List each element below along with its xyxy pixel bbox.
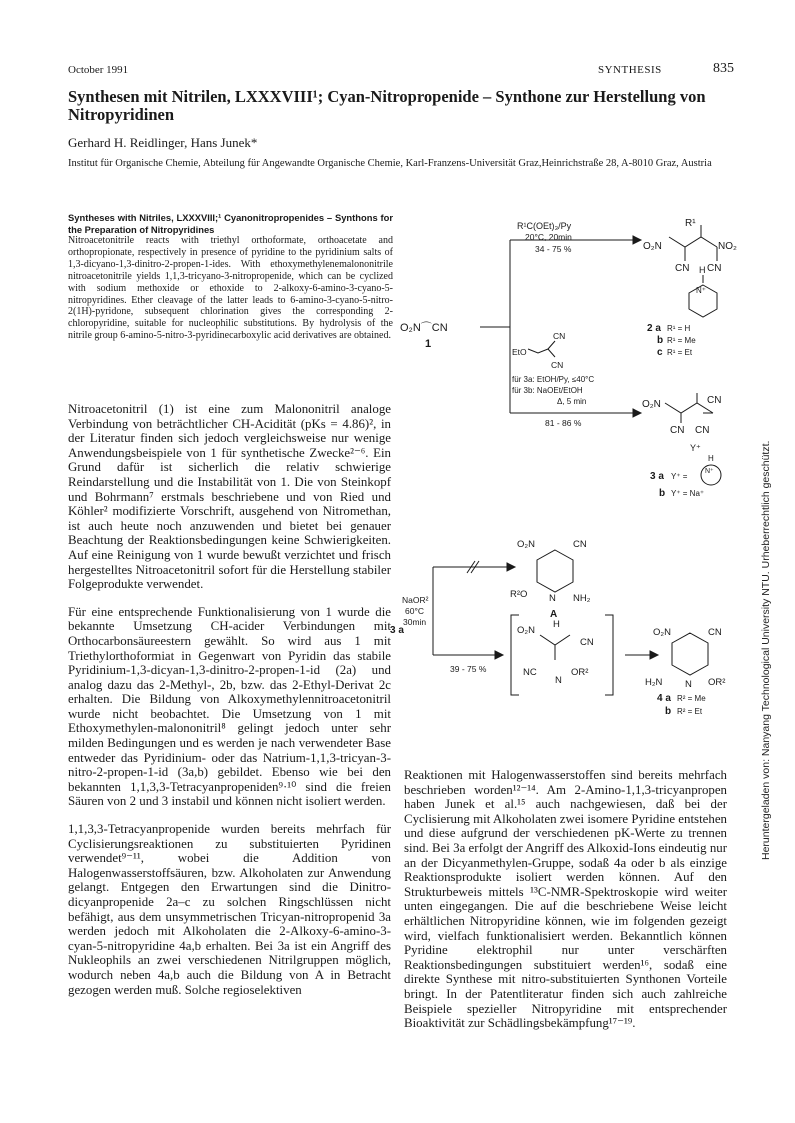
label-4a-def: R² = Me [677,694,706,703]
p2-cn-2: CN [707,263,722,274]
reagent-cn-1: CN [553,331,566,341]
reagent-eto: EtO [512,347,527,357]
label-2c: c [657,347,663,358]
label-3a-def: Y⁺ = [671,472,688,481]
cond4-temp: 60°C [405,606,424,616]
paragraph-regioselective: Reaktionen mit Halogenwasserstoffen sind bereits mehrfach beschrieben worden¹²⁻¹⁴. Am 2-Amino-1,1,3-tricyanpropen haben Junek et al.¹⁵ auch nachgewiesen, daß bei der Cyclisierung mit Alkoholaten zwei isomere Pyridine entstehen und diese aufgrund der verschiedenen pK-Werte zu trennen sind. Bei 3a erfolgt der Angriff des Alkoxid-Ions eindeutig nur an der Dicyanmethylen-Gruppe, sodaß 4a oder b als einzige Reaktionsprodukte isoliert werden können. Auf den Strukturbeweis mittels ¹³C-NMR-Spektroskopie wird weiter unten eingegangen. Die auf die beschriebene Weise leicht erhältlichen Nitropyridine können, wie im folgenden gezeigt wird, vielfach funktionalisiert werden. Bekanntlich können Pyridine elektrophil nur unter verschärften Reaktionsbedingungen substituiert werden¹⁶, sodaß eine direkte Synthese mit nitro-substituierten Synthonen Vorteile bringt. In der Patentliteratur finden sich auch zahlreiche Beispiele spezieller Nitropyridine mit entsprechender Bioaktivität zur Schädlingsbekämpfung¹⁷⁻¹⁹. [404,768,727,1031]
int-nc: NC [523,667,537,678]
A-no2: O₂N [517,539,535,550]
abstract [68,212,393,342]
pyridinium-h: H [699,265,706,275]
reaction-scheme [390,205,740,745]
label-2a: 2 a [647,323,661,334]
article-authors: Gerhard H. Reidlinger, Hans Junek* [68,135,258,150]
bracket-right [605,615,613,695]
arrow-head-2 [633,409,641,417]
A-nh2: NH₂ [573,593,591,604]
paragraph-intro: Nitroacetonitril (1) ist eine zum Malononitril analoge Verbindung von beträchtlicher CH-Acidität (pKs = 4.86)², in der Literatur finden sich jedoch vergleichsweise nur wenige Anwendungsbeispiele von 1 für synthetische Zwecke²⁻⁶. Ein Grund dafür ist sicherlich die relativ schwierige Reindarstellung und die Instabilität von 1. Die von Steinkopf und Bohrmann⁷ erstmals beschriebene und von Ried und Köhler² modifizierte Vorschrift, ausgehend von Nitromethan, ist auch heute noch anzuwenden und bietet bei genauer Beachtung der Reaktionsbedingungen keine Schwierigkeiten. Auf eine Reinigung von 1 wurde bewußt verzichtet und frisch hergestelltes Nitroacetonitril sofort für die Herstellung stabiler Folgeprodukte verwendet. [68,402,391,592]
p2-no2-left: O₂N [643,241,662,252]
paragraph-functionalisation: Für eine entsprechende Funktionalisierung von 1 wurde die bekannte Umsetzung CH-acider Verbindungen mit Orthocarbonsäureestern gewählt. So wird aus 1 mit Triethylorthoformiat in Gegenwart von Pyridin das stabile Pyridinium-1,3-dicyan-1,3-dinitro-2-propen-1-id (2a) und analog dazu das 2-Methyl-, 2b, bzw. das 2-Ethyl-Derivat 2c erhalten. Die Bildung von Alkoxymethylennitroacetonitril wurde nicht beobachtet. Die Umsetzung von 1 mit Ethoxymethylen-malononitril⁸ gelingt jedoch unter sehr milden Bedingungen und es werden je nach verwendeter Base entweder das Pyridinium- oder das Natrium-1,1,3-tricyan-3-nitro-2-propen-1-id (3a,b) gebildet. Ebenso wie bei den bekannten 1,1,3,3-Tetracyanpropeniden⁹·¹⁰ sind die freien Säuren von 2 und 3 instabil und können nicht isoliert werden. [68,604,391,809]
cond4-time: 30min [403,617,427,627]
scheme-reagent-orthoester: R¹C(OEt)₃/Py [517,221,572,231]
pyridinium-n: N⁺ [696,286,706,295]
author-affiliation: Institut für Organische Chemie, Abteilung für Angewandte Organische Chemie, Karl-Franzens-Universität Graz,Heinrichstraße 28, A-8010 Graz, Austria [68,158,712,169]
scheme-yield2: 81 - 86 % [545,418,582,428]
int-no2: O₂N [517,625,535,636]
int-cn: CN [580,637,594,648]
p3-cn-1: CN [670,425,685,436]
scheme-cond-3b: für 3b: NaOEt/EtOH [512,386,583,395]
label-3b: b [659,488,666,499]
p3-counterion: Y⁺ [690,443,701,453]
A-cn: CN [573,539,587,550]
p2-r1: R¹ [685,218,696,229]
reagent-cn-2: CN [551,360,564,370]
header-page-number: 835 [713,61,734,76]
label-2b: b [657,335,664,346]
label-4a: 4 a [657,693,671,704]
start-3a: 3 a [390,625,404,636]
scheme-cond-3a: für 3a: EtOH/Py, ≤40°C [512,375,595,384]
header-date: October 1991 [68,64,129,76]
scheme-yield1: 34 - 75 % [535,244,572,254]
abstract-heading: Syntheses with Nitriles, LXXXVIII;¹ Cyanonitropropenides – Synthons for the Preparation of Nitropyridines [68,212,393,235]
left-column [68,402,391,997]
product-4-ring [672,633,708,675]
cond4-reagent: NaOR² [402,595,429,605]
p4-n: N [685,679,692,690]
compound-A-ring [537,550,573,592]
label-3b-def: Y⁺ = Na⁺ [671,489,705,498]
p3-cn-right: CN [707,395,722,406]
header-journal: SYNTHESIS [598,64,662,76]
article-title: Synthesen mit Nitrilen, LXXXVIII¹; Cyan-Nitropropenide – Synthone zur Herstellung von Nitropyridinen [68,87,706,124]
p4-no2: O₂N [653,627,671,638]
A-label: A [550,609,558,620]
scheme-start-label: 1 [425,338,432,350]
scheme-cond-time: Δ, 5 min [557,397,587,406]
p3-cn-2: CN [695,425,710,436]
p3-no2: O₂N [642,399,661,410]
p4-or: OR² [708,677,726,688]
label-4b-def: R² = Et [677,707,703,716]
p2-cn-1: CN [675,263,690,274]
A-n: N [549,593,556,604]
paragraph-cyclisation: 1,1,3,3-Tetracyanpropenide wurden bereits mehrfach für Cyclisierungsreaktionen zu substituierten Pyridinen verwendet⁹⁻¹¹, wobei die Addition von Halogenwasserstoffsäuren, bzw. Alkoholaten zur Anwendung gelangt. Entgegen den Erwartungen sind die Dinitro-dicyanpropenide 2a–c zu solchen Ringschlüssen nicht befähigt, aus dem unsymmetrischen Tricyan-nitropropenid 3a werden jedoch mit Alkoholaten die 2-Alkoxy-6-amino-3-cyan-5-nitropyridine 4a,b erhalten. Bei 3a ist ein Angriff des Nukleophils an zwei verschiedenen Nitrilgruppen möglich, wodurch neben 4a,b auch die Bildung von A in Betracht gezogen werden muß. Solche regioselektiven [68,822,391,997]
label-3a: 3 a [650,471,664,482]
p4-h2n: H₂N [645,677,663,688]
pyridinium-small-h: H [708,454,714,463]
scheme-start-compound: O₂N⌒CN [400,322,448,334]
right-column [404,768,727,1031]
int-or: OR² [571,667,589,678]
label-2c-def: R¹ = Et [667,348,693,357]
arrow-head-1 [633,236,641,244]
label-2b-def: R¹ = Me [667,336,696,345]
abstract-body: Nitroacetonitrile reacts with triethyl orthoformate, orthoacetate and orthopropionate, respectively in presence of pyridine to the pyridinium salts of 1,3-dicyano-1,3-dinitro-2-propen-1-ides. With ethoxymethylenemalononitrile nitroacetonitrile yields 1,1,3-tricyano-3-nitropropenide, which can be cyclized with sodium methoxide or ethoxide to 2-alkoxy-6-amino-3-cyano-5-nitropyridines. Ether cleavage of the latter leads to 6-amino-3-cyano-5-nitro-2(1H)-pyridone, subsequent chlorination gives the corresponding 2-chloropyridine, suitable for nucleophilic substitutions. By hydrolysis of the nitrile group 6-amino-5-nitro-3-pyridinecarboxylic acid derivatives are obtained. [68,235,393,342]
pyridinium-small-n: N⁺ [705,468,714,475]
scheme-yield4: 39 - 75 % [450,664,487,674]
int-h: H [553,619,560,630]
label-2a-def: R¹ = H [667,324,691,333]
label-4b: b [665,706,672,717]
scheme-cond1: 20°C, 20min [525,232,572,242]
download-notice: Heruntergeladen von: Nanyang Technological University NTU. Urheberrechtlich geschützt. [760,440,772,860]
p2-no2-right: NO₂ [718,241,737,252]
p4-cn: CN [708,627,722,638]
int-n: N [555,675,562,686]
A-or: R²O [510,589,528,600]
